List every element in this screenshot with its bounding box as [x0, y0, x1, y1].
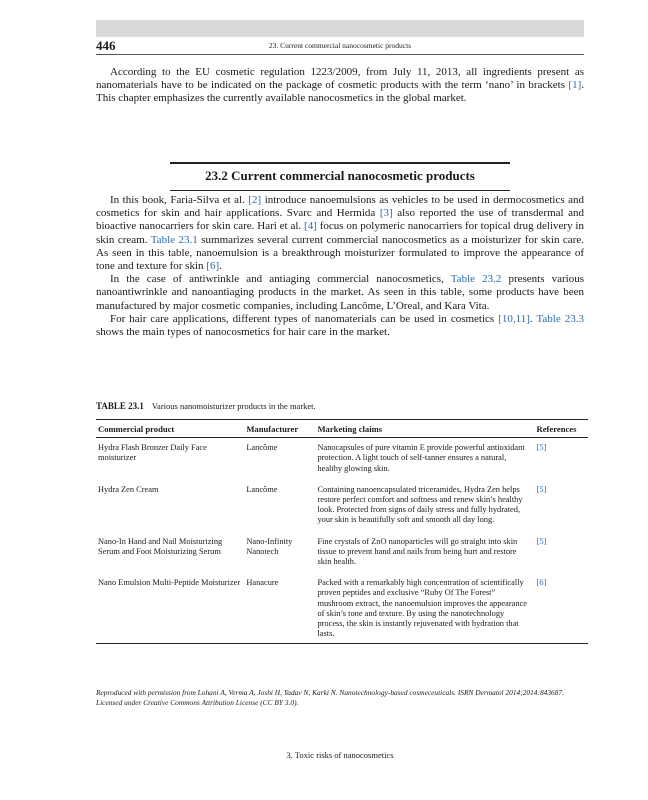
column-header: Manufacturer [244, 420, 315, 438]
page-number: 446 [96, 38, 116, 53]
table-footnote: Reproduced with permission from Lohani A, Verma A, Joshi H, Yadav N, Karki N. Nanotechnology-based cosmeceuticals. ISRN Dermatol 2014;2014:843687. Licensed under Creative Commons Attribution License (CC BY 3.0). [96, 688, 564, 707]
column-header: References [535, 420, 588, 438]
cell-reference-link[interactable]: [6] [535, 573, 588, 644]
paragraph-2: In the case of antiwrinkle and antiaging commercial nanocosmetics, Table 23.2 presents various nanoantiwrinkle and nanoantiaging products in the market. As seen in this table, some products have been manufactured by major cosmetic companies, including Lancôme, L’Oreal, and Kara Vita. [96, 273, 584, 312]
cell-product: Hydra Zen Cream [98, 484, 159, 494]
column-header: Marketing claims [315, 420, 534, 438]
section-heading: 23.2 Current commercial nanocosmetic products [170, 162, 510, 191]
cell-claims: Packed with a remarkably high concentration of scientifically proven peptides and exclusive “Ruby Of The Forest” mushroom extract, the nanoemulsion improves the appearance of skin’s tone and texture. By using the nanotechnology process, the skin is instantly rejuvenated with hydration that lasts. [315, 573, 534, 644]
table-row [96, 573, 588, 644]
citation-link[interactable]: [1] [568, 79, 582, 92]
column-header: Commercial product [96, 420, 244, 438]
table-header-row [96, 420, 588, 438]
cell-claims: Containing nanoencapsulated triceramides, Hydra Zen helps restore perfect comfort and softness and renew skin’s healthy look. Protected from signs of daily stress and fully hydrated, your skin is beautifully soft and smooth all day long. [317, 484, 523, 525]
page-header [96, 38, 584, 55]
cell-reference-link[interactable]: [5] [536, 484, 547, 494]
section-body [96, 194, 584, 339]
table-label: TABLE 23.1 [96, 401, 144, 411]
citation-link[interactable]: [10,11] [498, 312, 530, 325]
cell-manufacturer: Lancôme [246, 484, 278, 494]
citation-link[interactable]: [6] [206, 260, 220, 273]
running-head: 23. Current commercial nanocosmetic products [268, 41, 412, 50]
data-table [96, 419, 588, 644]
table-link[interactable]: Table 23.2 [450, 273, 502, 286]
cell-claims: Fine crystals of ZnO nanoparticles will go straight into skin tissue to prevent hand and nails from being hurt and restore skin health. [317, 536, 518, 567]
cell-claims: Nanocapsules of pure vitamin E provide powerful antioxidant protection. A light touch of self-tanner ensures a natural, healthy glowing skin. [317, 443, 525, 473]
cell-manufacturer: Hanacure [244, 573, 315, 644]
page-footer: 3. Toxic risks of nanocosmetics [286, 750, 394, 760]
intro-paragraph: According to the EU cosmetic regulation 1223/2009, from July 11, 2013, all ingredients present as nanomaterials have to be indicated on the package of cosmetic products with the term ‘nano’ in brackets [1]. This chapter emphasizes the currently available nanocosmetics in the global market. [96, 66, 584, 105]
top-gray-bar [96, 20, 584, 37]
citation-link[interactable]: [2] [248, 194, 262, 206]
table-row [96, 480, 588, 532]
cell-product: Nano-In Hand and Nail Moisturizing Serum and Foot Moisturizing Serum [98, 536, 223, 556]
cell-reference-link[interactable]: [5] [536, 443, 547, 453]
paragraph-1: In this book, Faria-Silva et al. [2] introduce nanoemulsions as vehicles to be used in dermocosmetics and cosmetics for skin and hair applications. Svarc and Hermida [3] also reported the use of transdermal and bioactive nanocarriers for skin care. Hari et al. [4] focus on polymeric nanocarriers for topical drug delivery in skin cream. Table 23.1 summarizes several current commercial nanocosmetics as a moisturizer for skin care. As seen in this table, nanoemulsion is a breakthrough moisturizer formulated to improve the appearance of tone and texture for skin [6]. [96, 194, 585, 273]
cell-product: Nano Emulsion Multi-Peptide Moisturizer [96, 573, 244, 644]
table-link[interactable]: Table 23.1 [150, 233, 198, 246]
table-row [96, 438, 588, 480]
cell-manufacturer: Nano-Infinity Nanotech [246, 536, 293, 556]
paragraph-3: For hair care applications, different types of nanomaterials can be used in cosmetics [10,11]. Table 23.3 shows the main types of nanocosmetics for hair care in the market. [96, 312, 584, 339]
citation-link[interactable]: [4] [304, 220, 317, 233]
table-caption [96, 401, 584, 411]
citation-link[interactable]: [3] [379, 207, 393, 220]
cell-product: Hydra Flash Bronzer Daily Face moisturizer [98, 443, 207, 463]
table-title: Various nanomoisturizer products in the market. [151, 401, 316, 411]
cell-manufacturer: Lancôme [246, 443, 278, 453]
table-row [96, 532, 588, 574]
table-link[interactable]: Table 23.3 [536, 312, 584, 325]
cell-reference-link[interactable]: [5] [536, 536, 547, 546]
